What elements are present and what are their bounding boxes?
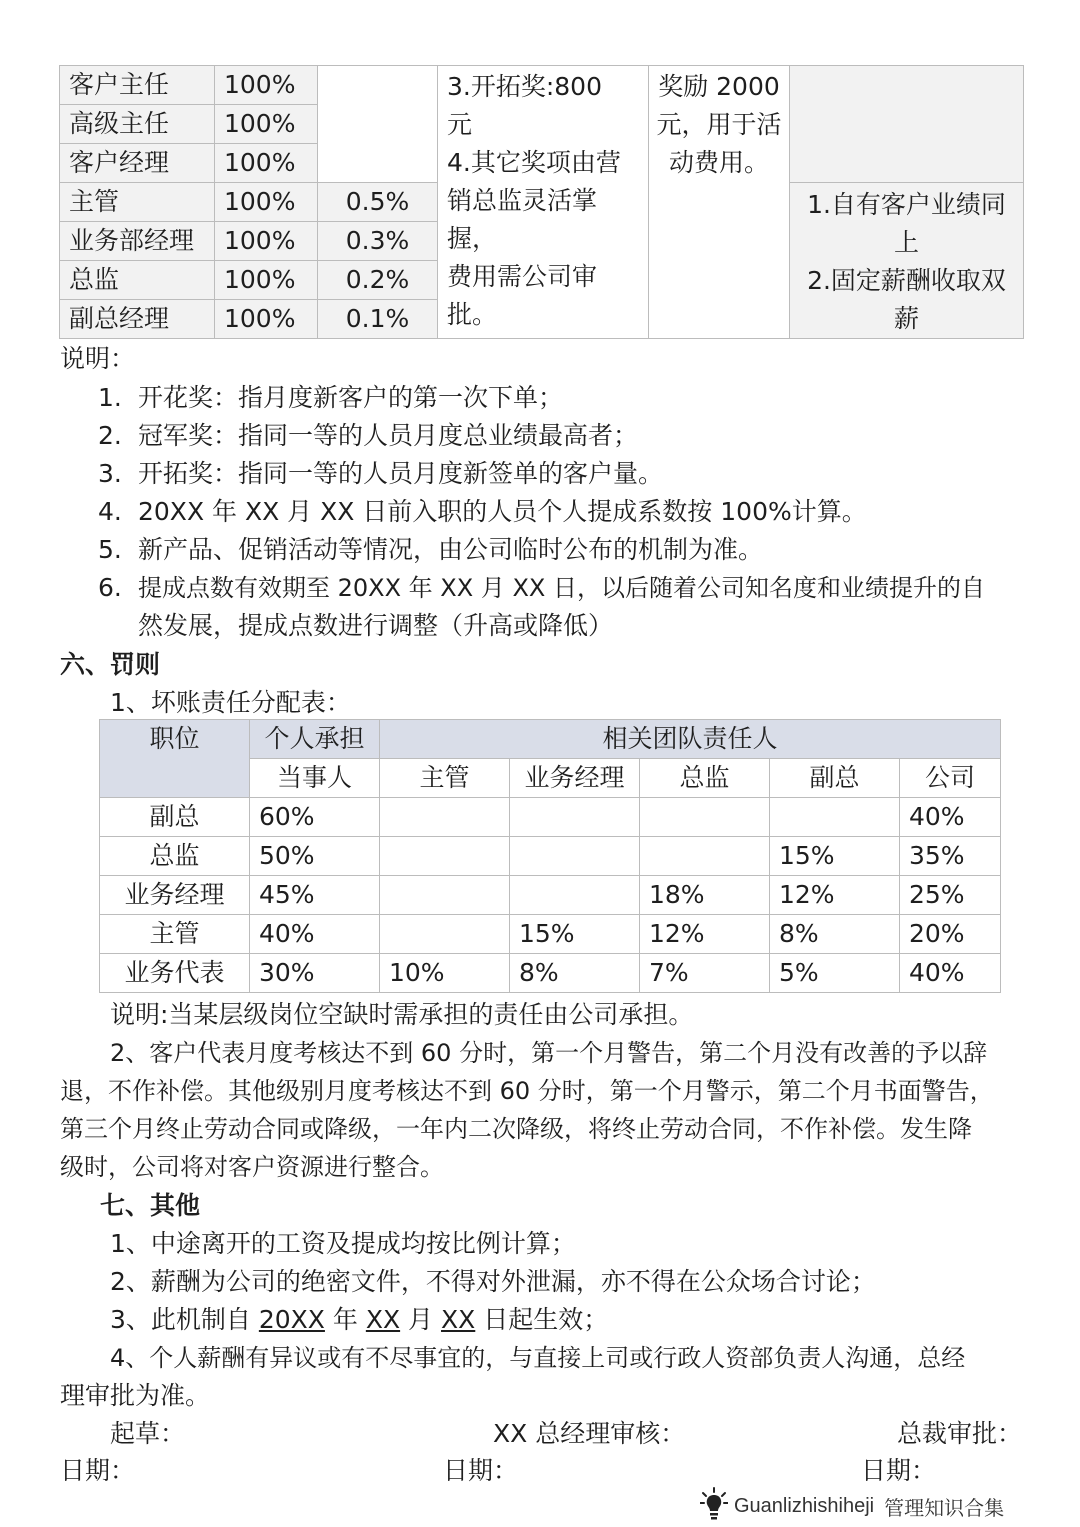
- gm-review-label: XX 总经理审核：: [493, 1419, 686, 1448]
- coef-cell: 100%: [215, 105, 318, 144]
- table-cell: 40%: [900, 954, 1001, 993]
- subsection-label: 1、坏账责任分配表：: [110, 688, 351, 717]
- column-header: 业务经理: [510, 759, 640, 798]
- paragraph-line: 1、中途离开的工资及提成均按比例计算；: [110, 1229, 576, 1258]
- date-label: 日期：: [60, 1456, 136, 1485]
- bonus-line: 元: [447, 110, 473, 139]
- table-cell: 15%: [510, 915, 640, 954]
- event-line: 动费用。: [668, 148, 769, 177]
- lightbulb-icon: [700, 1487, 734, 1526]
- position-cell: 主管: [60, 183, 215, 222]
- row-position: 副总: [100, 798, 250, 837]
- points-cell-empty: [318, 66, 438, 183]
- watermark-name: 管理知识合集: [884, 1496, 1005, 1520]
- header-team: 相关团队责任人: [380, 720, 1001, 759]
- note-text: 开拓奖：指同一等的人员月度新签单的客户量。: [138, 459, 664, 488]
- note-line: 薪: [893, 303, 919, 333]
- row-position: 总监: [100, 837, 250, 876]
- table-row: [100, 837, 1001, 876]
- header-position: 职位: [100, 720, 250, 798]
- table-cell: [380, 837, 510, 876]
- bad-debt-liability-table: [99, 719, 1001, 993]
- bonus-line: 4.其它奖项由营: [447, 148, 621, 177]
- table-cell: 8%: [770, 915, 900, 954]
- table-cell: [640, 837, 770, 876]
- month-label: 月: [400, 1305, 442, 1334]
- bonus-rules-cell: [438, 66, 649, 339]
- watermark-handle: Guanlizhishiheji: [734, 1495, 875, 1517]
- day-field: XX: [441, 1305, 476, 1334]
- position-cell: 副总经理: [60, 300, 215, 339]
- paragraph-line: 级时，公司将对客户资源进行整合。: [60, 1153, 444, 1181]
- table-cell: 45%: [250, 876, 380, 915]
- coef-cell: 100%: [215, 183, 318, 222]
- table-cell: 5%: [770, 954, 900, 993]
- points-cell: 0.1%: [318, 300, 438, 339]
- event-line: 奖励 2000: [658, 72, 780, 101]
- coef-cell: 100%: [215, 222, 318, 261]
- position-cell: 总监: [60, 261, 215, 300]
- table-row: [100, 915, 1001, 954]
- effective-prefix: 3、此机制自: [110, 1305, 259, 1334]
- column-header: 总监: [640, 759, 770, 798]
- note-text: 开花奖：指月度新客户的第一次下单；: [138, 383, 564, 412]
- bonus-line: 销总监灵活掌握，: [447, 186, 598, 253]
- paragraph-line: 2、薪酬为公司的绝密文件，不得对外泄漏，亦不得在公众场合讨论；: [110, 1267, 876, 1296]
- table-cell: [380, 915, 510, 954]
- note-text: 提成点数有效期至 20XX 年 XX 月 XX 日，以后随着公司知名度和业绩提升的自: [138, 574, 985, 602]
- table-cell: 12%: [640, 915, 770, 954]
- table-cell: 8%: [510, 954, 640, 993]
- table-cell: [510, 798, 640, 837]
- month-field: XX: [365, 1305, 401, 1334]
- table-cell: [770, 798, 900, 837]
- table-cell: 40%: [900, 798, 1001, 837]
- table-cell: 15%: [770, 837, 900, 876]
- paragraph-line: 4、个人薪酬有异议或有不尽事宜的，与直接上司或行政人资部负责人沟通，总经: [110, 1344, 966, 1372]
- table-cell: 30%: [250, 954, 380, 993]
- points-cell: 0.5%: [318, 183, 438, 222]
- position-cell: 客户经理: [60, 144, 215, 183]
- coef-cell: 100%: [215, 66, 318, 105]
- liability-note: 说明:当某层级岗位空缺时需承担的责任由公司承担。: [110, 1000, 694, 1029]
- table-cell: 40%: [250, 915, 380, 954]
- coef-cell: 100%: [215, 261, 318, 300]
- points-cell: 0.2%: [318, 261, 438, 300]
- header-personal: 个人承担: [250, 720, 380, 759]
- paragraph-line: 理审批为准。: [60, 1381, 211, 1410]
- bonus-line: 3.开拓奖:800: [447, 72, 602, 101]
- note-cell-empty: [790, 66, 1024, 183]
- table-cell: 60%: [250, 798, 380, 837]
- note-text-cont: 然发展，提成点数进行调整（升高或降低）: [138, 611, 614, 640]
- date-label: 日期：: [443, 1456, 519, 1485]
- row-position: 主管: [100, 915, 250, 954]
- column-header: 副总: [770, 759, 900, 798]
- event-fund-cell: [649, 66, 790, 339]
- coef-cell: 100%: [215, 300, 318, 339]
- effective-date-line: [110, 1301, 608, 1339]
- year-field: 20XX: [258, 1305, 325, 1334]
- table-cell: [510, 837, 640, 876]
- manager-note-cell: [790, 183, 1024, 339]
- note-line: 2.固定薪酬收取双: [807, 265, 1006, 295]
- note-text: 新产品、促销活动等情况，由公司临时公布的机制为准。: [138, 535, 764, 564]
- date-label: 日期：: [861, 1456, 937, 1485]
- paragraph-line: 2、客户代表月度考核达不到 60 分时，第一个月警告，第二个月没有改善的予以辞: [110, 1039, 988, 1067]
- row-position: 业务经理: [100, 876, 250, 915]
- position-cell: 客户主任: [60, 66, 215, 105]
- table-cell: 50%: [250, 837, 380, 876]
- note-line: 上: [893, 227, 919, 257]
- table-cell: [380, 876, 510, 915]
- table-row: [100, 876, 1001, 915]
- coef-cell: 100%: [215, 144, 318, 183]
- row-position: 业务代表: [100, 954, 250, 993]
- table-cell: 35%: [900, 837, 1001, 876]
- table-cell: [510, 876, 640, 915]
- table-cell: [380, 798, 510, 837]
- column-header: 主管: [380, 759, 510, 798]
- section-title: 七、其他: [100, 1191, 201, 1220]
- watermark: [700, 1487, 1004, 1526]
- points-cell: 0.3%: [318, 222, 438, 261]
- commission-table: [59, 65, 1024, 339]
- president-approval-label: 总裁审批：: [897, 1419, 1023, 1448]
- note-num: 5.: [98, 535, 122, 564]
- event-line: 元，用于活: [656, 110, 782, 139]
- draft-label: 起草：: [110, 1419, 186, 1448]
- section-title: 六、罚则: [60, 650, 161, 679]
- note-num: 6.: [98, 573, 122, 602]
- column-header: 公司: [900, 759, 1001, 798]
- note-num: 4.: [98, 497, 122, 526]
- effective-suffix: 日起生效；: [475, 1305, 609, 1334]
- table-cell: 10%: [380, 954, 510, 993]
- position-cell: 业务部经理: [60, 222, 215, 261]
- table-cell: 25%: [900, 876, 1001, 915]
- notes-heading: 说明：: [60, 344, 136, 373]
- year-label: 年: [324, 1305, 366, 1334]
- note-text: 20XX 年 XX 月 XX 日前入职的人员个人提成系数按 100%计算。: [138, 497, 867, 526]
- note-num: 2.: [98, 421, 122, 450]
- column-header: 当事人: [250, 759, 380, 798]
- table-row: [100, 954, 1001, 993]
- table-cell: 12%: [770, 876, 900, 915]
- table-cell: [640, 798, 770, 837]
- note-text: 冠军奖：指同一等的人员月度总业绩最高者；: [138, 421, 639, 450]
- note-num: 1.: [98, 383, 122, 412]
- paragraph-line: 退，不作补偿。其他级别月度考核达不到 60 分时，第一个月警示，第二个月书面警告，: [60, 1077, 994, 1105]
- table-cell: 7%: [640, 954, 770, 993]
- note-num: 3.: [98, 459, 122, 488]
- note-line: 1.自有客户业绩同: [807, 189, 1006, 219]
- table-cell: 20%: [900, 915, 1001, 954]
- paragraph-line: 第三个月终止劳动合同或降级，一年内二次降级，将终止劳动合同，不作补偿。发生降: [60, 1115, 972, 1143]
- table-cell: 18%: [640, 876, 770, 915]
- position-cell: 高级主任: [60, 105, 215, 144]
- table-row: [100, 798, 1001, 837]
- bonus-line: 费用需公司审批。: [447, 262, 598, 329]
